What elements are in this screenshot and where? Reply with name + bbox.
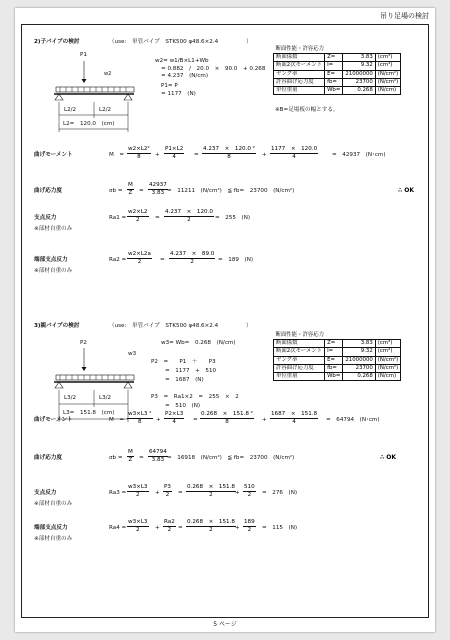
prop-value: 3.83 [343, 54, 375, 62]
s3-ok-mark: ∴ OK [380, 454, 397, 461]
prop-sym: fb= [325, 78, 343, 86]
denominator: 2 [135, 491, 140, 498]
s2-ra1-note: ※部材自重のみ [34, 226, 73, 232]
fraction [200, 411, 254, 425]
prop-value: 21000000 [343, 356, 375, 364]
ra4-lhs: Ra4 = [109, 525, 127, 531]
denominator: 4 [172, 153, 176, 160]
prop-value: 9.32 [343, 348, 375, 356]
s3-ra4-label: 端部支点反力 [34, 525, 68, 531]
w3-line: w3= Wb= 0.268 (N/cm) [161, 340, 236, 346]
denominator: 2 [247, 526, 252, 533]
numerator: 4.237 × 120.0 [165, 209, 213, 215]
denominator: 2 [165, 491, 170, 498]
section2-fig-load-label: P1 [80, 52, 87, 58]
prop-name: 単位重量 [274, 373, 325, 381]
numerator: 42937 [149, 182, 167, 188]
section2-fig-half-right: L2/2 [99, 107, 112, 113]
fraction [270, 146, 318, 160]
moment-lhs: M = [109, 152, 125, 158]
numerator: 510 [244, 484, 255, 490]
fraction [163, 484, 172, 498]
denominator: 4 [292, 418, 296, 425]
prop-name: 断面2次モーメント [274, 62, 325, 70]
ra3-lhs: Ra3 = [109, 490, 127, 496]
fraction [243, 519, 256, 533]
ra3-result: = 276 (N) [262, 490, 298, 496]
numerator: w2×L2a [128, 251, 151, 257]
numerator: 0.268 × 151.8 ² [201, 411, 253, 417]
p1-definition: P1= P [161, 83, 178, 89]
fraction [148, 449, 168, 463]
denominator: 8 [137, 153, 141, 160]
section3-heading: 3)親パイプの検討 [34, 323, 80, 329]
fraction [169, 251, 215, 265]
s2-moment-label: 曲げモーメント [34, 152, 73, 158]
denominator: 8 [137, 418, 142, 425]
section2-fig-span: L2= 120.0 (cm) [63, 121, 115, 127]
ra2-result: = 189 (N) [218, 257, 254, 263]
ra2-lhs: Ra2 = [109, 257, 127, 263]
fraction [148, 182, 168, 196]
prop-unit: (cm³) [375, 54, 400, 62]
numerator: P2×L3 [165, 411, 184, 417]
fraction [243, 484, 256, 498]
prop-name: 単位重量 [274, 87, 325, 95]
prop-unit: (N/cm²) [375, 364, 400, 372]
denominator: 3.83 [151, 189, 165, 196]
fraction [127, 449, 134, 463]
s2-ok-mark: ∴ OK [398, 187, 415, 194]
section3-fig-w-label: w3 [128, 351, 137, 357]
prop-unit: (N/cm²) [375, 356, 400, 364]
section2-heading: 2)子パイプの検討 [34, 39, 80, 45]
prop-sym: Wb= [325, 373, 343, 381]
fraction [164, 146, 184, 160]
stress-lhs: σb = [109, 188, 123, 194]
prop-sym: E= [325, 70, 343, 78]
w2-calc-line1: = 0.882 / 20.0 × 90.0 + 0.268 [161, 66, 266, 72]
prop-name: 許容曲げ応力度 [274, 78, 325, 86]
denominator: 4 [292, 153, 296, 160]
fraction [127, 519, 149, 533]
denominator: 2 [190, 258, 194, 265]
numerator: 1687 × 151.8 [271, 411, 318, 417]
prop-sym: fb= [325, 364, 343, 372]
numerator: 4.237 × 89.0 [170, 251, 215, 257]
properties-title: 断面性能・許容応力 [274, 46, 401, 54]
prop-name: ヤング率 [274, 356, 325, 364]
section2-properties-table [273, 46, 401, 95]
properties-title: 断面性能・許容応力 [274, 332, 401, 340]
fraction [186, 519, 236, 533]
s2-ra2-note: ※部材自重のみ [34, 268, 73, 274]
prop-unit: (N/cm²) [375, 78, 400, 86]
numerator: w3×L3 ² [128, 411, 152, 417]
p1-calc-line: = 1177 (N) [161, 91, 196, 97]
section3-fig-load-label: P2 [80, 340, 87, 346]
section3-fig-span: L3= 151.8 (cm) [63, 410, 115, 416]
p2-calc-line1: = 1177 + 510 [165, 368, 217, 374]
numerator: 4.237 × 120.0 ² [203, 146, 255, 152]
prop-sym: I= [325, 62, 343, 70]
numerator: w2×L2² [128, 146, 150, 152]
denominator: 3.83 [151, 456, 165, 463]
section3-fig-half-right: L3/2 [99, 395, 112, 401]
denominator: 2 [247, 491, 252, 498]
p3-calc-line: = 510 (N) [165, 403, 201, 409]
numerator: 64794 [149, 449, 167, 455]
ra1-result: = 255 (N) [215, 215, 251, 221]
numerator: Ra2 [164, 519, 175, 525]
page-number: 5 ページ [213, 621, 237, 628]
prop-unit: (cm³) [375, 340, 400, 348]
stress-result: = 16918 (N/cm²) ≦ fb= 23700 (N/cm²) [167, 455, 295, 461]
p2-definition: P2 = P1 ＋ P3 [151, 359, 216, 365]
denominator: 2 [167, 526, 172, 533]
denominator: 2 [187, 216, 191, 223]
denominator: 2 [135, 216, 140, 223]
fraction [186, 484, 236, 498]
denominator: 8 [225, 418, 229, 425]
numerator: 189 [244, 519, 255, 525]
fraction [270, 411, 318, 425]
p3-definition: P3 = Ra1×2 = 255 × 2 [151, 394, 239, 400]
numerator: 0.268 × 151.8 [187, 484, 235, 490]
s2-ra2-label: 端部支点反力 [34, 257, 68, 263]
denominator: Z [128, 189, 133, 196]
prop-unit: (cm⁴) [375, 62, 400, 70]
fraction [127, 411, 153, 425]
fraction [127, 146, 151, 160]
stress-result: = 11211 (N/cm²) ≦ fb= 23700 (N/cm²) [167, 188, 295, 194]
fraction [164, 209, 214, 223]
prop-value: 23700 [343, 364, 375, 372]
w2-definition: w2= w1/B×L1+Wb [155, 58, 209, 64]
numerator: w3×L3 [128, 519, 148, 525]
prop-unit: (N/cm) [375, 373, 400, 381]
s3-ra3-note: ※部材自重のみ [34, 501, 73, 507]
document-page [15, 8, 435, 632]
page-frame: 2)子パイプの検討 （use: 単管パイプ STK500 φ48.6×2.4 ） 断面性能・許容応力 断面係数 Z= 3.83 (cm³) 断面2次モーメント I= 9.32 (cm⁴) ヤング率 E= 21000000 (N/cm²) 許容曲げ応力度 fb= 23700 (N/cm²) 単位重量 Wb= 0.268 (N/cm) ※B=足場板の幅とする。 P1 w2 L2/2 L2/2 L2= 120.0 (cm) w2= w1/B×L1+Wb = 0.882 / 20.0 × 90.0 + 0.268 = 4.237 (N/cm) P1= P = 1177 (N) 曲げモーメント M = $\frac{\text{w2×L2²}}{8}$ + $\frac{P1\times L2}{4}$ = $\frac{\text{4.237 × 120.0 ²}}{8}$ + $\frac{1177 \times 120.0}{4}$ = 42937 (N･cm) 曲げ応力度 σb = $\frac{M}{Z}$ = $\frac{42937}{3.83}$ = 11211 (N/cm²) ≦ fb= 23700 (N/cm²) ∴ OK 支点反力 ※部材自重のみ Ra1 = $\frac{w2\times L2}{2}$ = $\frac{4.237 \times 120.0}{2}$ = 255 (N) 端部支点反力 ※部材自重のみ Ra2 = $\frac{w2\times L2a}{2}$ = $\frac{4.237 \times 89.0}{2}$ = 189 (N) 3)親パイプの検討 （use: 単管パイプ STK500 φ48.6×2.4 ） 断面性能・許容応力 断面係数 Z= 3.83 (cm³) 断面2次モーメント I= 9.32 (cm⁴) ヤング率 E= 21000000 (N/cm²) 許容曲げ応力度 fb= 23700 (N/cm²) 単位重量 Wb= 0.268 (N/cm) P2 w3 L3/2 L3/2 L3= 151.8 (cm) w3= Wb= 0.268 (N/cm) P2 = P1 ＋ P3 = 1177 + 510 = 1687 (N) P3 = Ra1×2 = 255 × 2 = 510 (N) 曲げモーメント M = $\frac{\text{w3×L3 ²}}{8}$ + $\frac{P2\times L3}{4}$ = $\frac{\text{0.268 × 151.8 ²}}{8}$ + $\frac{1687 \times 151.8}{4}$ = 64794 (N･cm) 曲げ応力度 σb = $\frac{M}{Z}$ = $\frac{64794}{3.83}$ = 16918 (N/cm²) ≦ fb= 23700 (N/cm²) ∴ OK 支点反力 ※部材自重のみ Ra3 = $\frac{w3\times L3}{2}$ + $\frac{P3}{2}$ = $\frac{0.268 \times 151.8}{2}$ + $\frac{510}{2}$ = 276 (N) 端部支点反力 ※部材自重のみ Ra4 = $\frac{w3\times L3}{2}$ + $\frac{Ra2}{2}$ = $\frac{0.268 \times 151.8}{2}$ + $\frac{189}{2}$ = 115 (N) [21, 24, 429, 618]
stress-lhs: σb = [109, 455, 123, 461]
denominator: 8 [227, 153, 231, 160]
section2-use: （use: 単管パイプ STK500 φ48.6×2.4 ） [109, 39, 252, 45]
prop-sym: I= [325, 348, 343, 356]
prop-sym: Z= [325, 54, 343, 62]
prop-name: 断面係数 [274, 54, 325, 62]
denominator: 2 [135, 526, 140, 533]
s2-ra1-label: 支点反力 [34, 215, 57, 221]
fraction [127, 484, 149, 498]
section3-fig-half-left: L3/2 [64, 395, 77, 401]
ra1-lhs: Ra1 = [109, 215, 127, 221]
prop-name: 断面係数 [274, 340, 325, 348]
section2-fig-half-left: L2/2 [64, 107, 77, 113]
numerator: P1×L2 [165, 146, 184, 152]
denominator: 2 [137, 258, 142, 265]
s3-ra4-note: ※部材自重のみ [34, 536, 73, 542]
prop-unit: (N/cm²) [375, 70, 400, 78]
fraction [127, 251, 152, 265]
prop-unit: (cm⁴) [375, 348, 400, 356]
s2-stress-label: 曲げ応力度 [34, 188, 62, 194]
prop-value: 0.268 [343, 87, 375, 95]
numerator: M [128, 182, 133, 188]
moment-lhs: M = [109, 417, 125, 423]
section3-use: （use: 単管パイプ STK500 φ48.6×2.4 ） [109, 323, 252, 329]
prop-value: 23700 [343, 78, 375, 86]
section2-fig-w-label: w2 [104, 71, 112, 77]
ra4-result: = 115 (N) [262, 525, 298, 531]
page-header-title: 吊り足場の検討 [380, 12, 429, 20]
prop-value: 0.268 [343, 373, 375, 381]
w2-calc-line2: = 4.237 (N/cm) [161, 73, 209, 79]
fraction [127, 182, 134, 196]
numerator: M [128, 449, 133, 455]
numerator: 1177 × 120.0 [271, 146, 318, 152]
p2-calc-line2: = 1687 (N) [165, 377, 204, 383]
fraction [127, 209, 149, 223]
numerator: w2×L2 [128, 209, 148, 215]
prop-unit: (N/cm) [375, 87, 400, 95]
denominator: 2 [209, 526, 213, 533]
numerator: w3×L3 [128, 484, 148, 490]
prop-value: 21000000 [343, 70, 375, 78]
section3-properties-table [273, 332, 401, 381]
prop-name: ヤング率 [274, 70, 325, 78]
moment-result: = 64794 (N･cm) [326, 417, 380, 423]
s3-ra3-label: 支点反力 [34, 490, 57, 496]
section2-note: ※B=足場板の幅とする。 [275, 107, 339, 113]
prop-value: 3.83 [343, 340, 375, 348]
fraction [163, 519, 176, 533]
denominator: 4 [172, 418, 176, 425]
fraction [164, 411, 184, 425]
prop-sym: Z= [325, 340, 343, 348]
prop-name: 許容曲げ応力度 [274, 364, 325, 372]
moment-result: = 42937 (N･cm) [332, 152, 386, 158]
numerator: P3 [164, 484, 171, 490]
prop-value: 9.32 [343, 62, 375, 70]
denominator: 2 [209, 491, 213, 498]
s3-stress-label: 曲げ応力度 [34, 455, 62, 461]
prop-sym: E= [325, 356, 343, 364]
numerator: 0.268 × 151.8 [187, 519, 235, 525]
prop-name: 断面2次モーメント [274, 348, 325, 356]
prop-sym: Wb= [325, 87, 343, 95]
s3-moment-label: 曲げモーメント [34, 417, 73, 423]
denominator: Z [128, 456, 133, 463]
fraction [202, 146, 256, 160]
